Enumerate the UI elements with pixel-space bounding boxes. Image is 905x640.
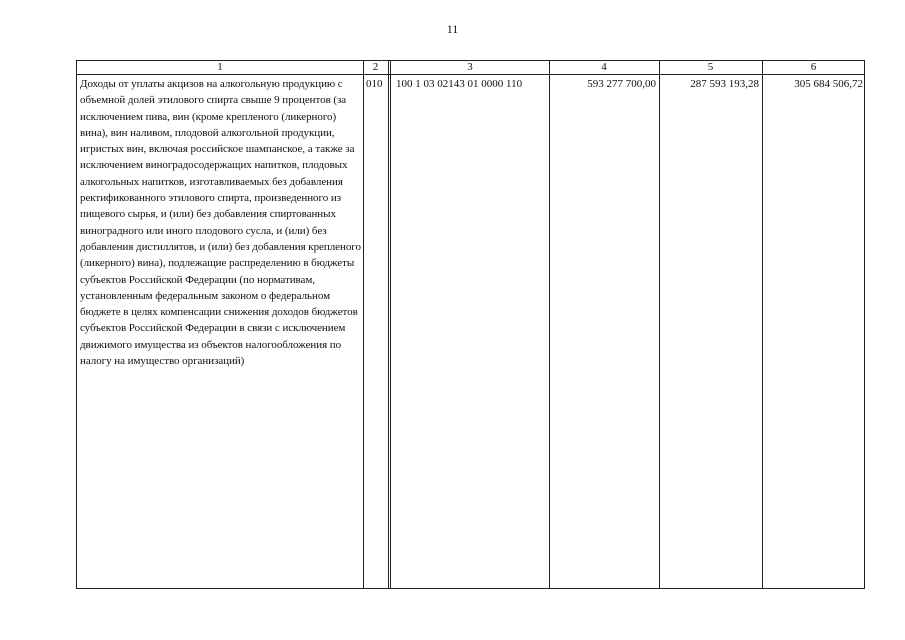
- column-divider: [549, 61, 550, 588]
- amount-column-6: 305 684 506,72: [794, 78, 863, 90]
- column-header: 5: [707, 61, 714, 73]
- budget-classification-code: 100 1 03 02143 01 0000 110: [396, 78, 523, 90]
- line-code: 010: [366, 78, 383, 90]
- column-header: 2: [372, 61, 379, 73]
- page-number: 11: [446, 22, 459, 36]
- header-divider: [77, 74, 864, 75]
- column-header: 6: [810, 61, 817, 73]
- column-header: 3: [467, 61, 473, 73]
- column-divider: [659, 61, 660, 588]
- income-description: Доходы от уплаты акцизов на алкогольную продукцию с объемной долей этилового спирта свыше 9 процентов (за исключением пива, вин (кроме крепленого (ликерного) вина), вин наливом, плодовой алкогольной продукции, игристых вин, включая российское шампанское, а также за исключением виноградосодержащих напитков, плодовых алкогольных напитков, изготавливаемых без добавления ректификованного этилового спирта, произведенного из пищевого сырья, и (или) без добавления спиртованных виноградного или иного плодового сусла, и (или) без добавления дистиллятов, и (или) без добавления крепленого (ликерного) вина), подлежащие распределению в бюджеты субъектов Российской Федерации (по нормативам, установленным федеральным законом о федеральном бюджете в целях компенсации снижения доходов бюджетов субъектов Российской Федерации в связи с исключением движимого имущества из объектов налогообложения по налогу на имущество организаций): [80, 78, 361, 368]
- report-table: [76, 60, 865, 589]
- amount-column-4: 593 277 700,00: [587, 78, 656, 90]
- column-divider: [363, 61, 364, 588]
- column-divider: [762, 61, 763, 588]
- amount-column-5: 287 593 193,28: [690, 78, 759, 90]
- column-divider: [388, 61, 391, 588]
- column-header: 1: [217, 61, 223, 73]
- column-header: 4: [601, 61, 607, 73]
